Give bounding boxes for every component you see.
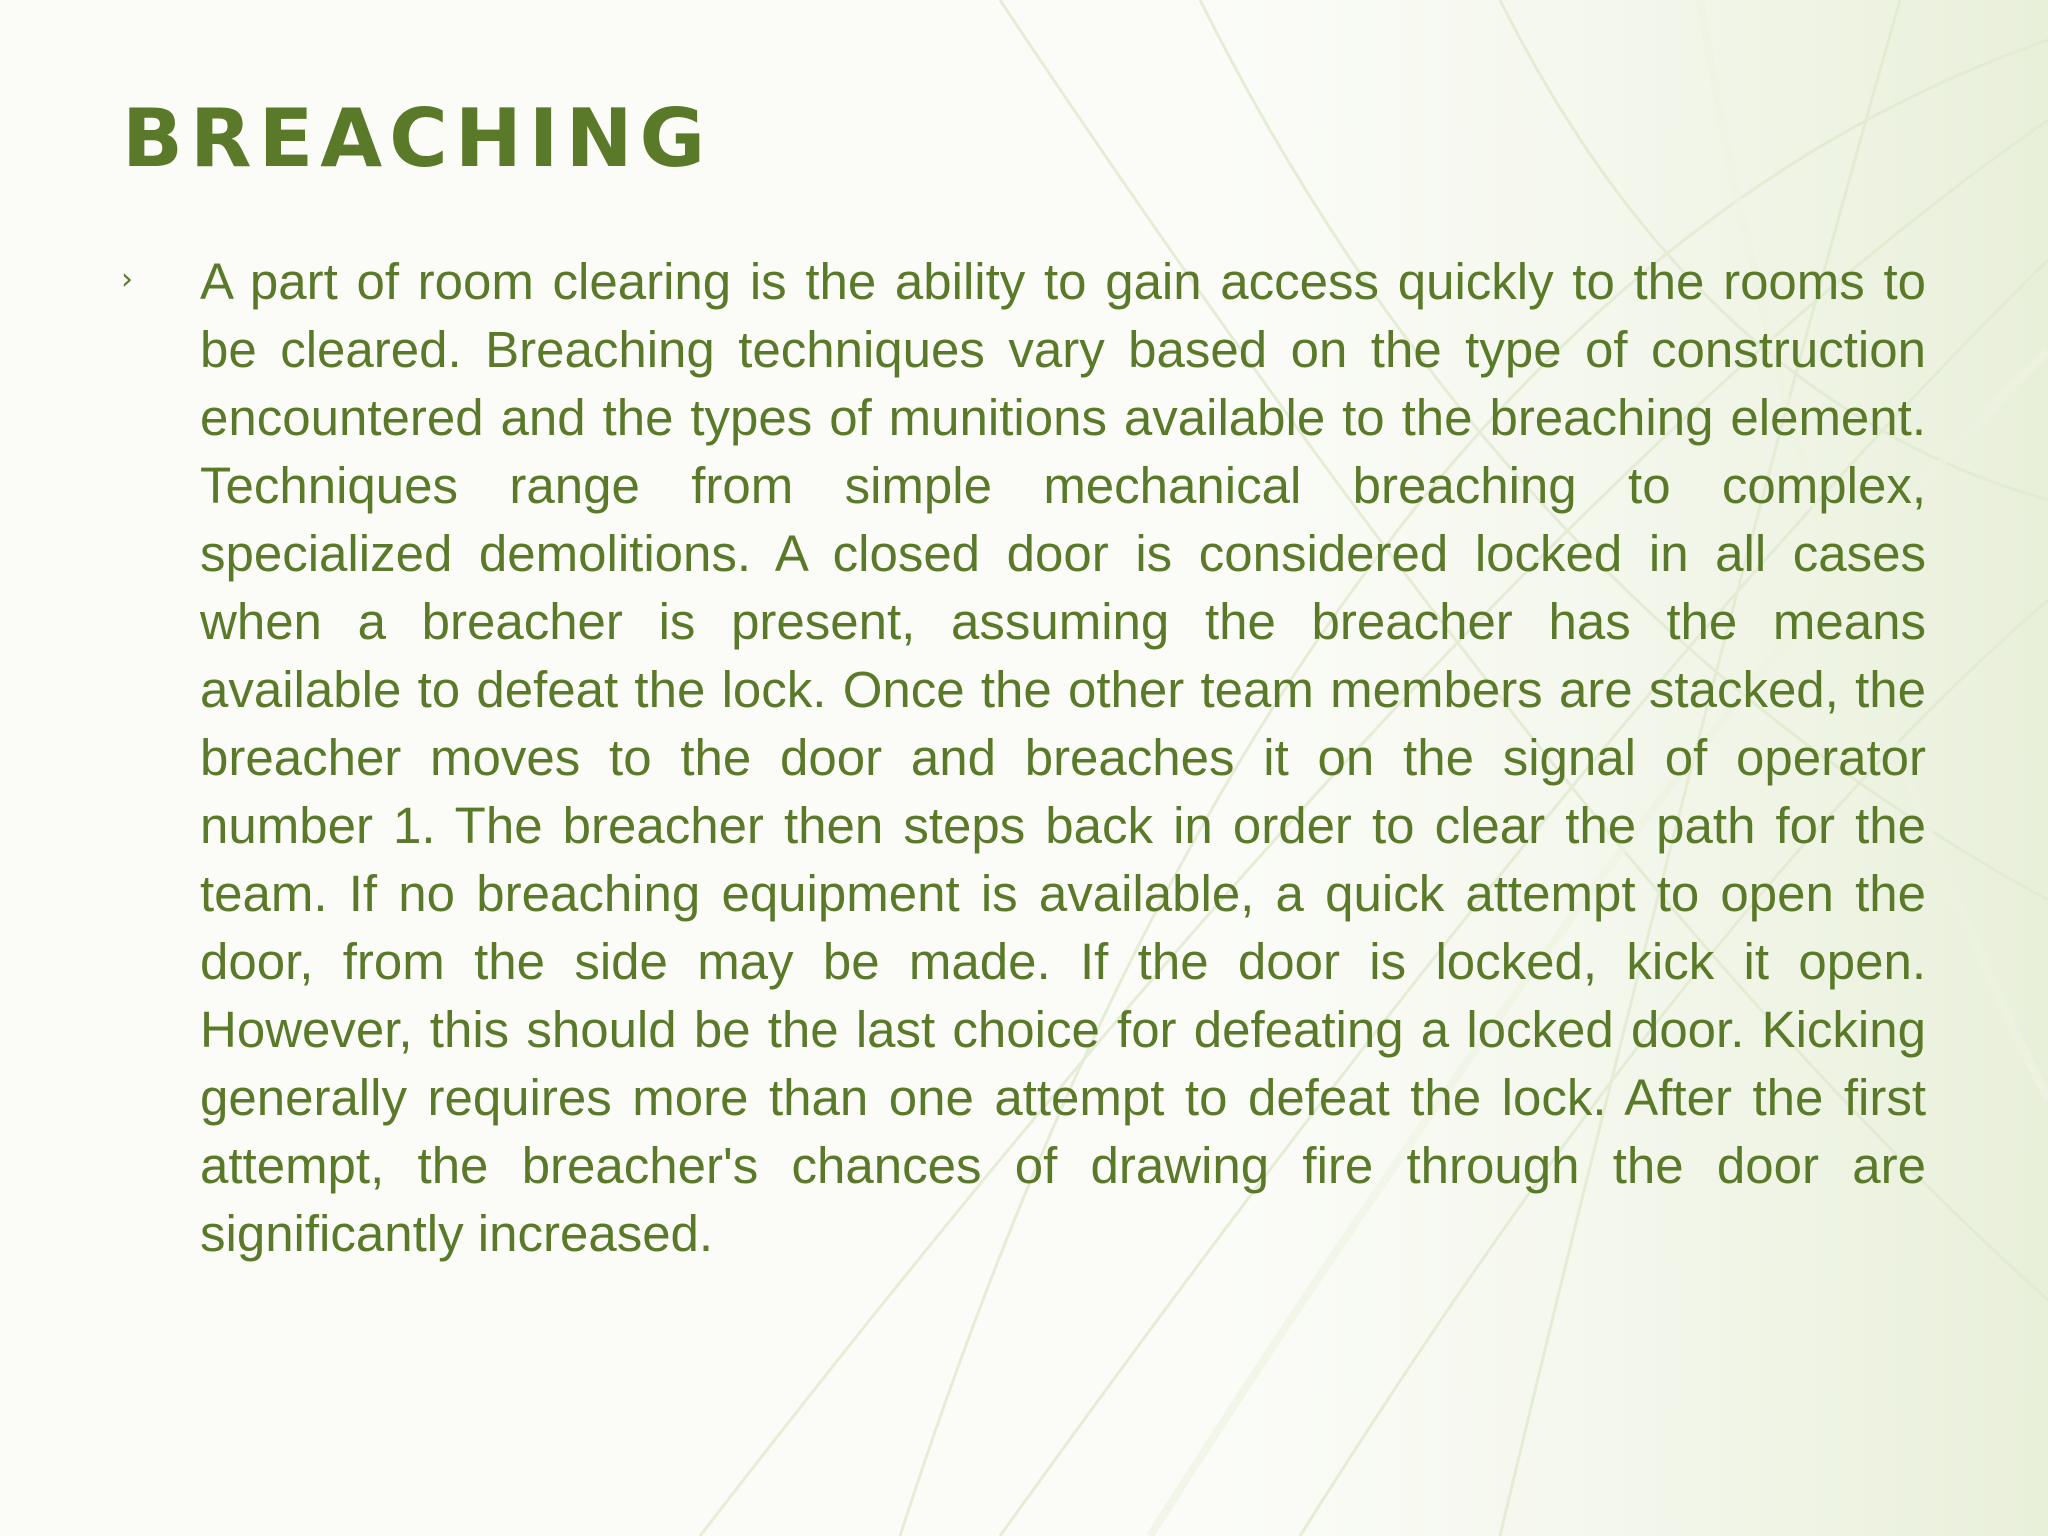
slide-title: BREACHING	[122, 92, 713, 185]
bullet-paragraph: A part of room clearing is the ability to gain access quickly to the rooms to be cleared. Breaching techniques vary based on the type of construction encountered and the types of munitions available to the breaching element. Techniques range from simple mechanical breaching to complex, specialized demolitions. A closed door is considered locked in all cases when a breacher is present, assuming the breacher has the means available to defeat the lock. Once the other team members are stacked, the breacher moves to the door and breaches it on the signal of operator number 1. The breacher then steps back in order to clear the path for the team. If no breaching equipment is available, a quick attempt to open the door, from the side may be made. If the door is locked, kick it open. However, this should be the last choice for defeating a locked door. Kicking generally requires more than one attempt to defeat the lock. After the first attempt, the breacher's chances of drawing fire through the door are significantly increased.	[200, 253, 1926, 1262]
bullet-marker: ›	[121, 262, 133, 297]
